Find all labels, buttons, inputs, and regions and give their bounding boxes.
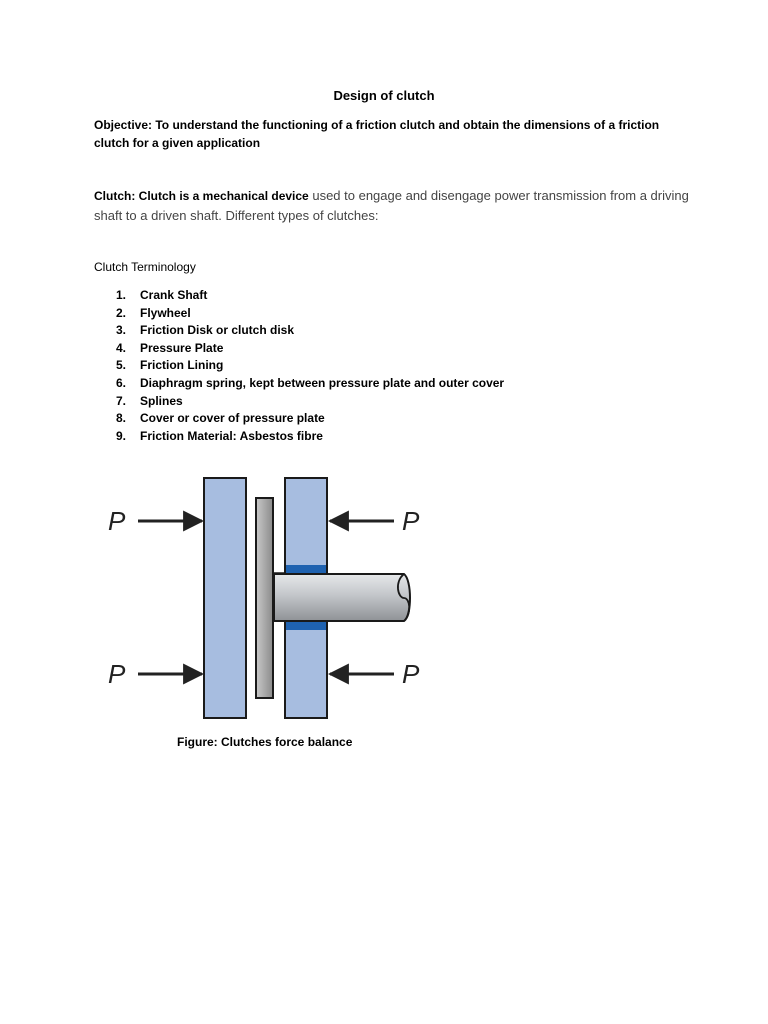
- list-item-number: 7.: [116, 393, 127, 408]
- clutch-definition: [94, 186, 694, 225]
- objective-paragraph: Objective: To understand the functioning of a friction clutch and obtain the dimensions of a friction clutch for a given application: [94, 118, 660, 150]
- list-item-number: 6.: [116, 375, 127, 390]
- list-item-label: Friction Lining: [140, 358, 224, 373]
- list-item-label: Crank Shaft: [140, 288, 208, 302]
- list-item-number: 3.: [116, 323, 127, 338]
- force-label-top-left: P: [108, 506, 126, 536]
- list-item-label: Friction Disk or clutch disk: [140, 323, 295, 338]
- list-item: [116, 322, 504, 340]
- list-item: [116, 287, 504, 305]
- friction-disk: [256, 498, 273, 698]
- list-item-label: Pressure Plate: [140, 340, 224, 355]
- terminology-list: [116, 287, 504, 445]
- clutch-force-diagram: [98, 468, 438, 728]
- list-item-number: 2.: [116, 305, 127, 320]
- page-title: Design of clutch: [333, 88, 435, 103]
- list-item-number: 1.: [116, 288, 127, 302]
- driven-shaft: [274, 574, 410, 621]
- force-label-top-right: P: [402, 506, 420, 536]
- list-item-number: 8.: [116, 411, 127, 426]
- spline-hub-bottom: [286, 621, 326, 630]
- spline-hub-top: [286, 565, 326, 574]
- list-item-label: Cover or cover of pressure plate: [140, 411, 325, 426]
- list-item-number: 4.: [116, 340, 127, 355]
- list-item-label: Diaphragm spring, kept between pressure plate and outer cover: [140, 375, 505, 390]
- clutch-force-figure: [98, 468, 438, 728]
- list-item: [116, 340, 504, 358]
- figure-caption: Figure: Clutches force balance: [177, 735, 353, 749]
- list-item: [116, 393, 504, 411]
- list-item: [116, 375, 504, 393]
- list-item-label: Flywheel: [140, 305, 191, 320]
- list-item: [116, 357, 504, 375]
- list-item: [116, 428, 504, 446]
- list-item-number: 5.: [116, 358, 127, 373]
- terminology-heading: Clutch Terminology: [94, 260, 196, 274]
- list-item-number: 9.: [116, 428, 127, 443]
- left-plate: [204, 478, 246, 718]
- list-item-label: Splines: [140, 393, 183, 408]
- force-label-bottom-right: P: [402, 659, 420, 689]
- force-label-bottom-left: P: [108, 659, 126, 689]
- clutch-definition-lead: Clutch: Clutch is a mechanical device: [94, 189, 309, 203]
- clutch-definition-text: used to engage and disengage power transmission from a driving shaft to a driven shaft. Different types of clutches:: [94, 188, 689, 223]
- list-item-label: Friction Material: Asbestos fibre: [140, 428, 323, 443]
- list-item: [116, 410, 504, 428]
- list-item: [116, 305, 504, 323]
